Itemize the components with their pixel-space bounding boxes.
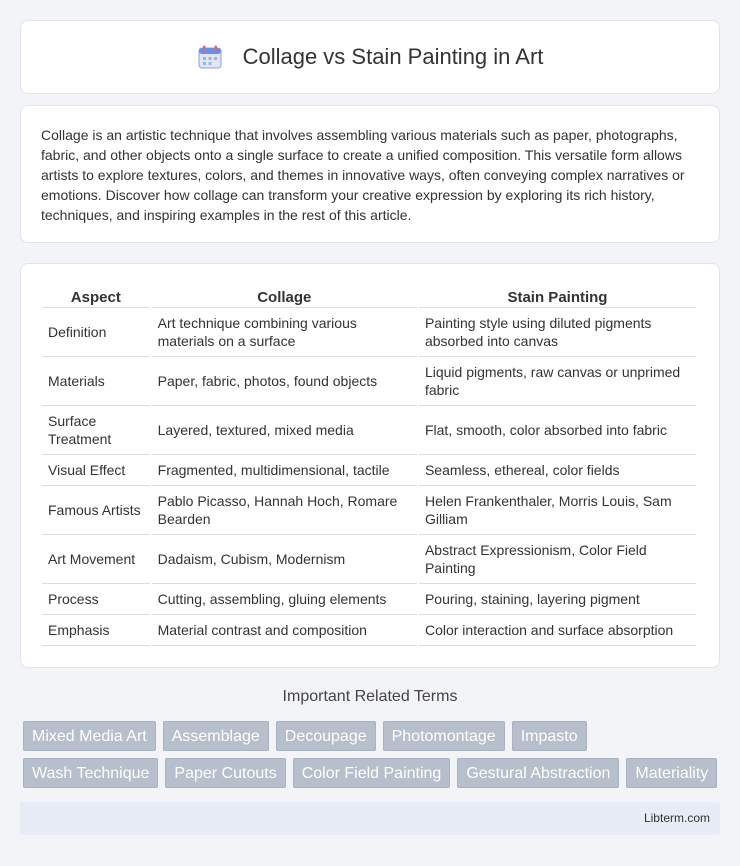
row-aspect: Art Movement <box>42 535 150 584</box>
row-collage: Dadaism, Cubism, Modernism <box>152 535 417 584</box>
related-terms-tags <box>23 721 723 788</box>
row-aspect: Visual Effect <box>42 455 150 486</box>
row-stain-painting: Painting style using diluted pigments absorbed into canvas <box>419 308 696 357</box>
comparison-table-card <box>20 263 720 668</box>
tag-materiality[interactable]: Materiality <box>626 758 717 788</box>
tag-decoupage[interactable]: Decoupage <box>276 721 376 751</box>
table-row <box>42 455 696 486</box>
row-aspect: Emphasis <box>42 615 150 646</box>
footer-site-link[interactable]: Libterm.com <box>643 811 710 825</box>
header-stain-painting: Stain Painting <box>419 284 696 308</box>
tag-photomontage[interactable]: Photomontage <box>383 721 505 751</box>
intro-card <box>20 105 720 243</box>
row-aspect: Materials <box>42 357 150 406</box>
row-collage: Fragmented, multidimensional, tactile <box>152 455 417 486</box>
row-aspect: Process <box>42 584 150 615</box>
row-stain-painting: Abstract Expressionism, Color Field Painting <box>419 535 696 584</box>
row-collage: Art technique combining various materials on a surface <box>152 308 417 357</box>
comparison-table <box>40 284 698 646</box>
row-aspect: Definition <box>42 308 150 357</box>
row-stain-painting: Liquid pigments, raw canvas or unprimed fabric <box>419 357 696 406</box>
table-row <box>42 357 696 406</box>
row-stain-painting: Color interaction and surface absorption <box>419 615 696 646</box>
row-collage: Material contrast and composition <box>152 615 417 646</box>
row-collage: Pablo Picasso, Hannah Hoch, Romare Bearden <box>152 486 417 535</box>
tag-paper-cutouts[interactable]: Paper Cutouts <box>165 758 285 788</box>
row-stain-painting: Flat, smooth, color absorbed into fabric <box>419 406 696 455</box>
table-row <box>42 584 696 615</box>
tag-color-field-painting[interactable]: Color Field Painting <box>293 758 451 788</box>
table-row <box>42 308 696 357</box>
row-collage: Paper, fabric, photos, found objects <box>152 357 417 406</box>
row-collage: Cutting, assembling, gluing elements <box>152 584 417 615</box>
table-row <box>42 535 696 584</box>
table-row <box>42 615 696 646</box>
row-aspect: Famous Artists <box>42 486 150 535</box>
tag-assemblage[interactable]: Assemblage <box>163 721 269 751</box>
table-row <box>42 406 696 455</box>
tag-gestural-abstraction[interactable]: Gestural Abstraction <box>457 758 619 788</box>
table-header-row <box>42 284 696 308</box>
header-card <box>20 20 720 94</box>
intro-text: Collage is an artistic technique that involves assembling various materials such as paper, photographs, fabric, and other objects onto a single surface to create a unified composition. This versatile form allows artists to explore textures, colors, and themes in innovative ways, often conveying complex narratives or emotions. Discover how collage can transform your creative expression by exploring its rich history, techniques, and inspiring examples in the rest of this article. <box>41 127 685 223</box>
row-stain-painting: Pouring, staining, layering pigment <box>419 584 696 615</box>
related-terms-title: Important Related Terms <box>282 688 458 705</box>
row-aspect: Surface Treatment <box>42 406 150 455</box>
row-stain-painting: Helen Frankenthaler, Morris Louis, Sam Gilliam <box>419 486 696 535</box>
page-title: Collage vs Stain Painting in Art <box>242 44 544 69</box>
row-stain-painting: Seamless, ethereal, color fields <box>419 455 696 486</box>
header-aspect: Aspect <box>42 284 150 308</box>
row-collage: Layered, textured, mixed media <box>152 406 417 455</box>
tag-wash-technique[interactable]: Wash Technique <box>23 758 158 788</box>
tag-mixed-media-art[interactable]: Mixed Media Art <box>23 721 156 751</box>
calendar-icon <box>197 44 223 70</box>
header-collage: Collage <box>152 284 417 308</box>
table-row <box>42 486 696 535</box>
footer <box>20 802 720 835</box>
tag-impasto[interactable]: Impasto <box>512 721 587 751</box>
